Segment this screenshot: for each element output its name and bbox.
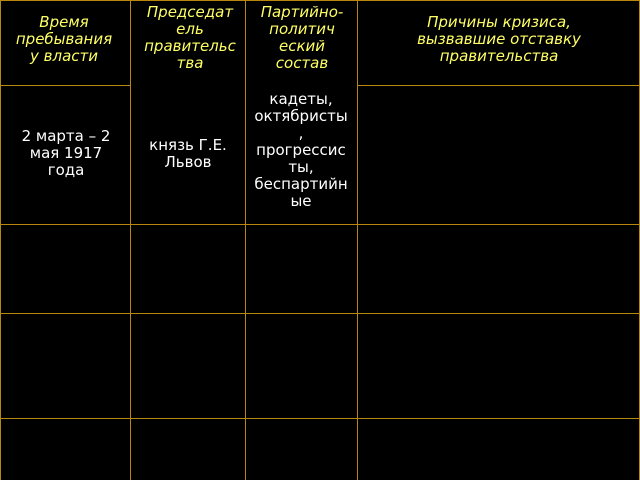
column-divider xyxy=(357,0,358,480)
row-divider xyxy=(0,313,640,314)
row-divider xyxy=(357,85,640,86)
cell-time-in-power: 2 марта – 2 мая 1917 года xyxy=(21,127,111,179)
cell-chairman: князь Г.Е. Львов xyxy=(149,136,227,171)
table-border-left xyxy=(0,0,1,480)
table-border-top xyxy=(0,0,640,1)
header-crisis-reasons: Причины кризиса, вызвавшие отставку правительства xyxy=(417,13,581,65)
column-divider xyxy=(130,0,131,480)
cell-party-composition: кадеты, октябристы , прогрессис ты, беспартийн ые xyxy=(254,90,348,210)
row-divider xyxy=(0,224,640,225)
column-divider xyxy=(245,0,246,480)
header-chairman: Председат ель правительс тва xyxy=(144,3,236,72)
row-divider xyxy=(0,85,130,86)
row-divider xyxy=(0,418,640,419)
header-time-in-power: Время пребывания у власти xyxy=(15,13,113,65)
header-party-composition: Партийно- политич еский состав xyxy=(260,3,344,72)
